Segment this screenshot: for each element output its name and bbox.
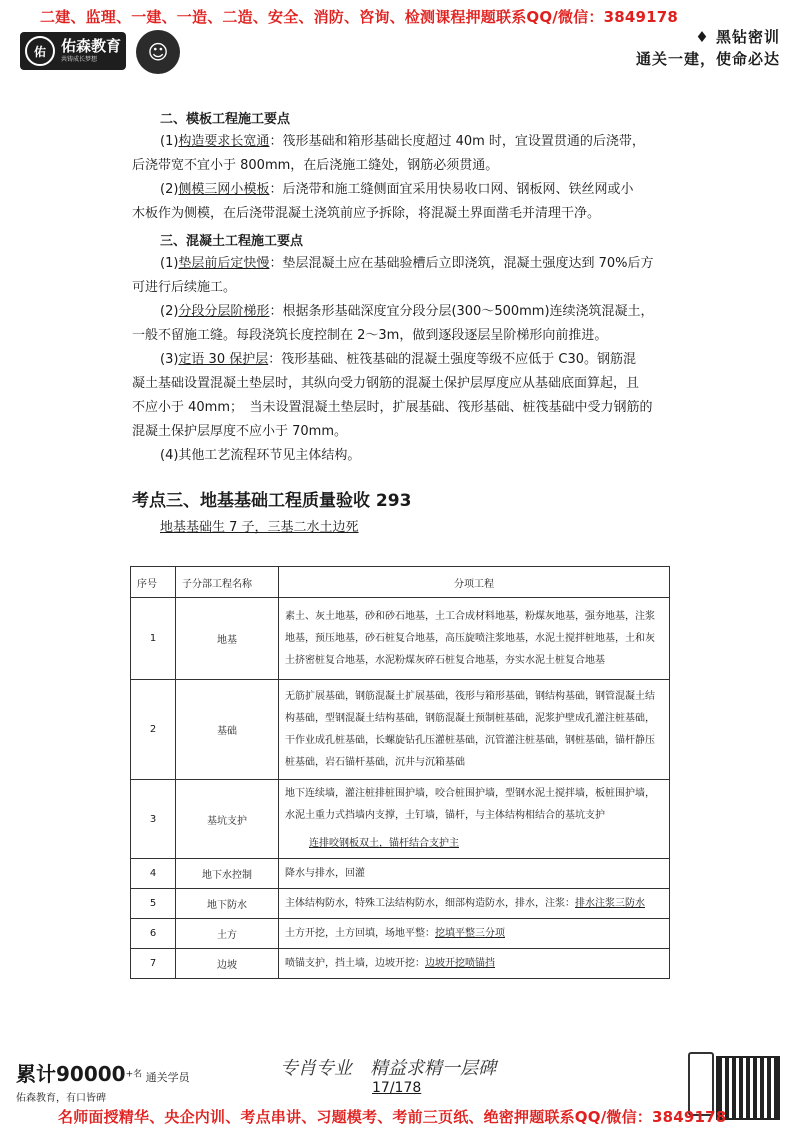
row-number: 1 [131,598,176,680]
section-title-formwork: 二、模板工程施工要点 [160,112,291,127]
row-mnemonic: 排水注浆三防水 [575,897,645,909]
row-items: 地下连续墙，灌注桩排桩围护墙，咬合桩围护墙，型钢水泥土搅拌墙，板桩围护墙，水泥土重力式挡墙内支撑，土钉墙，锚杆，与主体结构相结合的基坑支护 [285,788,655,821]
row-subdivision-name: 边坡 [176,949,279,979]
section-title-concrete: 三、混凝土工程施工要点 [160,234,304,249]
paragraph-concrete-3: (3)定语 30 保护层：筏形基础、桩筏基础的混凝土强度等级不应低于 C30。钢筋混 [160,352,636,367]
row-items: 主体结构防水，特殊工法结构防水，细部构造防水，排水，注浆： [285,897,575,909]
slogan: 通关一建，使命必达 [635,50,780,68]
row-number: 5 [131,889,176,919]
row-mnemonic: 连排咬钢板双土，锚杆结合支护主 [309,838,459,849]
header-items: 分项工程 [279,567,670,598]
header-name: 子分部工程名称 [176,567,279,598]
footer-stats: 累计$90000^{+名}$ 通关学员 佑森教育，有口皆碑 [16,1062,190,1104]
row-items-cell [279,598,670,680]
row-number: 3 [131,780,176,859]
paragraph-concrete-2: (2)分段分层阶梯形：根据条形基础深度宜分段分层(300～500mm)连续浇筑混凝土， [160,304,654,319]
page-number: 17/178 [372,1080,422,1096]
row-items-cell [279,859,670,889]
table-row [131,780,670,859]
table-row [131,949,670,979]
top-banner: 二建、监理、一建、一造、二造、安全、消防、咨询、检测课程押题联系QQ/微信：3849178 [40,8,679,26]
row-number: 4 [131,859,176,889]
table-row [131,680,670,780]
footer-count-label: 通关学员 [145,1071,190,1084]
row-number: 7 [131,949,176,979]
row-items-cell [279,780,670,859]
badge: ♦ 黑钻密训 [695,28,780,46]
kaodian-title: 考点三、地基基础工程质量验收 293 [132,491,412,511]
paragraph-concrete-3d: 混凝土保护层厚度不应小于 70mm。 [132,424,348,439]
paragraph-concrete-3c: 不应小于 40mm； 当未设置混凝土垫层时，扩展基础、筏形基础、桩筏基础中受力钢筋的 [132,400,653,415]
row-items: 喷锚支护，挡土墙，边坡开挖： [285,957,425,969]
footer-brand: 佑森教育，有口皆碑 [16,1093,106,1104]
table-row [131,859,670,889]
row-items: 无筋扩展基础，钢筋混凝土扩展基础，筏形与箱形基础，钢结构基础，钢管混凝土结构基础，型钢混凝土结构基础，钢筋混凝土预制桩基础，泥浆护壁成孔灌注桩基础，干作业成孔桩基础，长螺旋钻孔压灌桩基础，沉管灌注桩基础，钢桩基础，锚杆静压桩基础，岩石锚杆基础，沉井与沉箱基础 [285,690,655,768]
row-items: 土方开挖，土方回填，场地平整： [285,927,435,939]
bottom-banner: 名师面授精华、央企内训、考点串讲、习题模考、考前三页纸、绝密押题联系QQ/微信：3849178 [58,1108,727,1126]
row-subdivision-name: 地基 [176,598,279,680]
logo-name: 佑森教育 [61,37,122,55]
table-header-row [131,567,670,598]
footer-count: 累计90000 [16,1062,126,1086]
row-items: 降水与排水，回灌 [285,867,365,879]
table-row [131,889,670,919]
handwriting-motto: 专肖专业 精益求精一层碑 [280,1058,496,1079]
paragraph-formwork-1b: 后浇带宽不宜小于 800mm，在后浇施工缝处，钢筋必须贯通。 [132,158,499,173]
logo [20,32,126,70]
row-subdivision-name: 地下水控制 [176,859,279,889]
row-subdivision-name: 基础 [176,680,279,780]
row-items-cell [279,889,670,919]
paragraph-concrete-1b: 可进行后续施工。 [132,280,237,295]
diamond-icon: ♦ [695,28,710,46]
paragraph-formwork-1: (1)构造要求长宽通：筏形基础和箱形基础长度超过 40m 时，宜设置贯通的后浇带， [160,134,645,149]
logo-emblem-icon: 佑 [25,36,55,66]
row-mnemonic: 边坡开挖喷锚挡 [425,957,495,969]
table-row [131,598,670,680]
header-num: 序号 [131,567,176,598]
mascot-icon: ☺ [136,30,180,74]
paragraph-formwork-2: (2)侧模三网小模板：后浇带和施工缝侧面宜采用快易收口网、钢板网、铁丝网或小 [160,182,634,197]
paragraph-formwork-2b: 木板作为侧模，在后浇带混凝土浇筑前应予拆除，将混凝土界面凿毛并清理干净。 [132,206,601,221]
paragraph-concrete-3b: 凝土基础设置混凝土垫层时，其纵向受力钢筋的混凝土保护层厚度应从基础底面算起，且 [132,376,640,391]
row-mnemonic: 挖填平整三分项 [435,927,505,939]
logo-sub: 共铸成长梦想 [61,56,98,63]
row-number: 6 [131,919,176,949]
row-subdivision-name: 基坑支护 [176,780,279,859]
row-number: 2 [131,680,176,780]
row-subdivision-name: 土方 [176,919,279,949]
table-row [131,919,670,949]
row-items-cell [279,680,670,780]
row-items-cell [279,919,670,949]
mnemonic: 地基基础生 7 子，三基二水土边死 [160,520,359,535]
paragraph-concrete-1: (1)垫层前后定快慢：垫层混凝土应在基础验槽后立即浇筑，混凝土强度达到 70%后方 [160,256,654,271]
paragraph-concrete-2b: 一般不留施工缝。每段浇筑长度控制在 2～3m，做到逐段逐层呈阶梯形向前推进。 [132,328,608,343]
acceptance-table [130,566,670,979]
paragraph-concrete-4: (4)其他工艺流程环节见主体结构。 [160,448,361,463]
row-items: 素土、灰土地基，砂和砂石地基，土工合成材料地基，粉煤灰地基，强夯地基，注浆地基，预压地基，砂石桩复合地基，高压旋喷注浆地基，水泥土搅拌桩地基，土和灰土挤密桩复合地基，水泥粉煤灰碎石桩复合地基，夯实水泥土桩复合地基 [285,610,655,666]
row-subdivision-name: 地下防水 [176,889,279,919]
row-items-cell [279,949,670,979]
